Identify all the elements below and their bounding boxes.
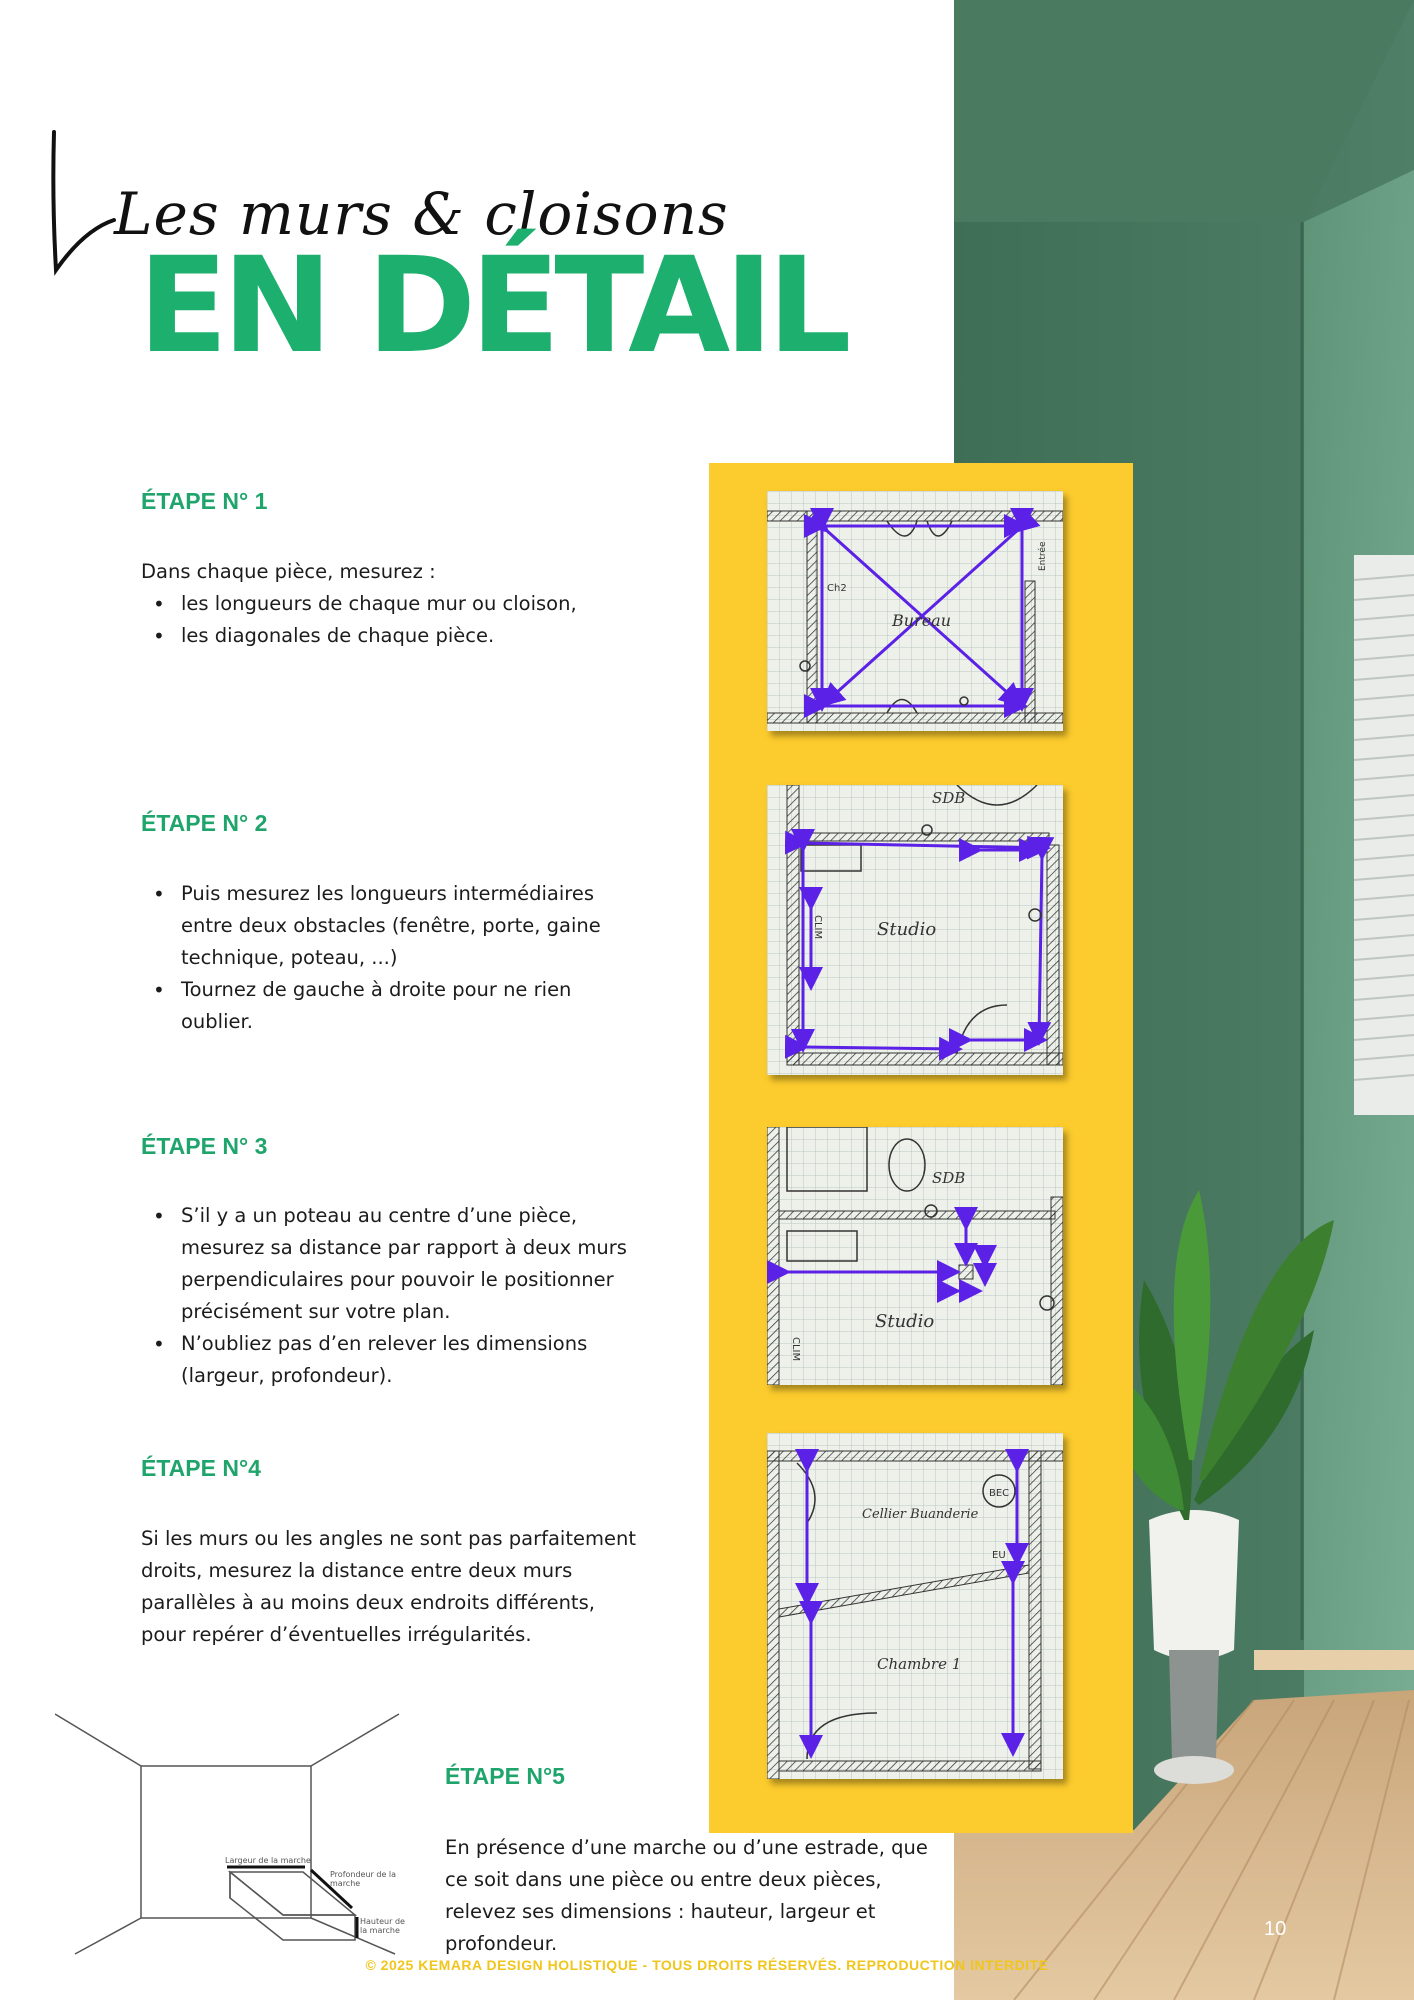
step-3-text xyxy=(141,1200,641,1392)
step-2-title: ÉTAPE N° 2 xyxy=(141,810,268,836)
step-2-bullet-1: • Puis mesurez les longueurs intermédiaires entre deux obstacles (fenêtre, porte, gaine technique, poteau, ...) xyxy=(141,878,641,974)
step-1-title: ÉTAPE N° 1 xyxy=(141,488,268,514)
step-1-bullet-2: • les diagonales de chaque pièce. xyxy=(141,620,641,652)
plan4-eu: EU xyxy=(992,1550,1006,1561)
step-3-bullet-1: • S’il y a un poteau au centre d’une pièce, mesurez sa distance par rapport à deux murs perpendiculaires pour pouvoir le positionner précisément sur votre plan. xyxy=(141,1200,641,1328)
plan-chambre xyxy=(767,1433,1063,1779)
plans-panel xyxy=(709,463,1133,1833)
step-1-bullet-1: • les longueurs de chaque mur ou cloison, xyxy=(141,588,641,620)
plan4-bec: BEC xyxy=(989,1488,1010,1499)
step-1-text xyxy=(141,556,641,652)
plan4-room-top: Cellier Buanderie xyxy=(862,1507,979,1522)
step-2-list xyxy=(141,878,641,1038)
plan1-label-b: Entrée xyxy=(1038,541,1048,571)
step-3-list xyxy=(141,1200,641,1392)
step-3-title: ÉTAPE N° 3 xyxy=(141,1133,268,1159)
page-number: 10 xyxy=(1264,1918,1287,1940)
footer-copyright: © 2025 KEMARA DESIGN HOLISTIQUE - TOUS DROITS RÉSERVÉS. REPRODUCTION INTERDITE xyxy=(365,1957,1049,1973)
step-3-bullet-2: • N’oubliez pas d’en relever les dimensions (largeur, profondeur). xyxy=(141,1328,641,1392)
plan-bureau xyxy=(767,491,1063,731)
step-1-list xyxy=(141,588,641,652)
sketch-profondeur: Profondeur de la marche xyxy=(330,1870,397,1888)
plan3-room-top: SDB xyxy=(932,1169,966,1187)
step-4-title: ÉTAPE N°4 xyxy=(141,1455,261,1481)
sketch-largeur: Largeur de la marche xyxy=(225,1856,311,1865)
step-2-bullet-2: • Tournez de gauche à droite pour ne rien oublier. xyxy=(141,974,641,1038)
plan-studio-1 xyxy=(767,785,1063,1075)
plan3-room: Studio xyxy=(875,1311,935,1332)
step-5-text: En présence d’une marche ou d’une estrade, que ce soit dans une pièce ou entre deux pièces, relevez ses dimensions : hauteur, largeur et profondeur. xyxy=(445,1836,928,1955)
plan1-label-a: Ch2 xyxy=(827,583,847,594)
plan2-room: Studio xyxy=(877,919,937,940)
plan-studio-2 xyxy=(767,1127,1063,1385)
plan2-room-top: SDB xyxy=(932,789,966,807)
step-2-text xyxy=(141,878,641,1038)
step-1-intro: Dans chaque pièce, mesurez : xyxy=(141,560,436,583)
step-sketch xyxy=(55,1710,405,1960)
plan3-clim: CLIM xyxy=(790,1337,801,1362)
page-title: EN DÉTAIL xyxy=(138,229,846,383)
plan2-clim: CLIM xyxy=(812,915,823,940)
plan4-room: Chambre 1 xyxy=(877,1655,962,1673)
step-4-text: Si les murs ou les angles ne sont pas parfaitement droits, mesurez la distance entre deux murs parallèles à au moins deux endroits différents, pour repérer d’éventuelles irrégularités. xyxy=(141,1527,636,1646)
step-5-title: ÉTAPE N°5 xyxy=(445,1763,565,1789)
script-title-text: Les murs & cloisons xyxy=(114,180,729,248)
sketch-hauteur: Hauteur de la marche xyxy=(360,1917,405,1935)
plan1-room-label: Bureau xyxy=(892,611,952,630)
